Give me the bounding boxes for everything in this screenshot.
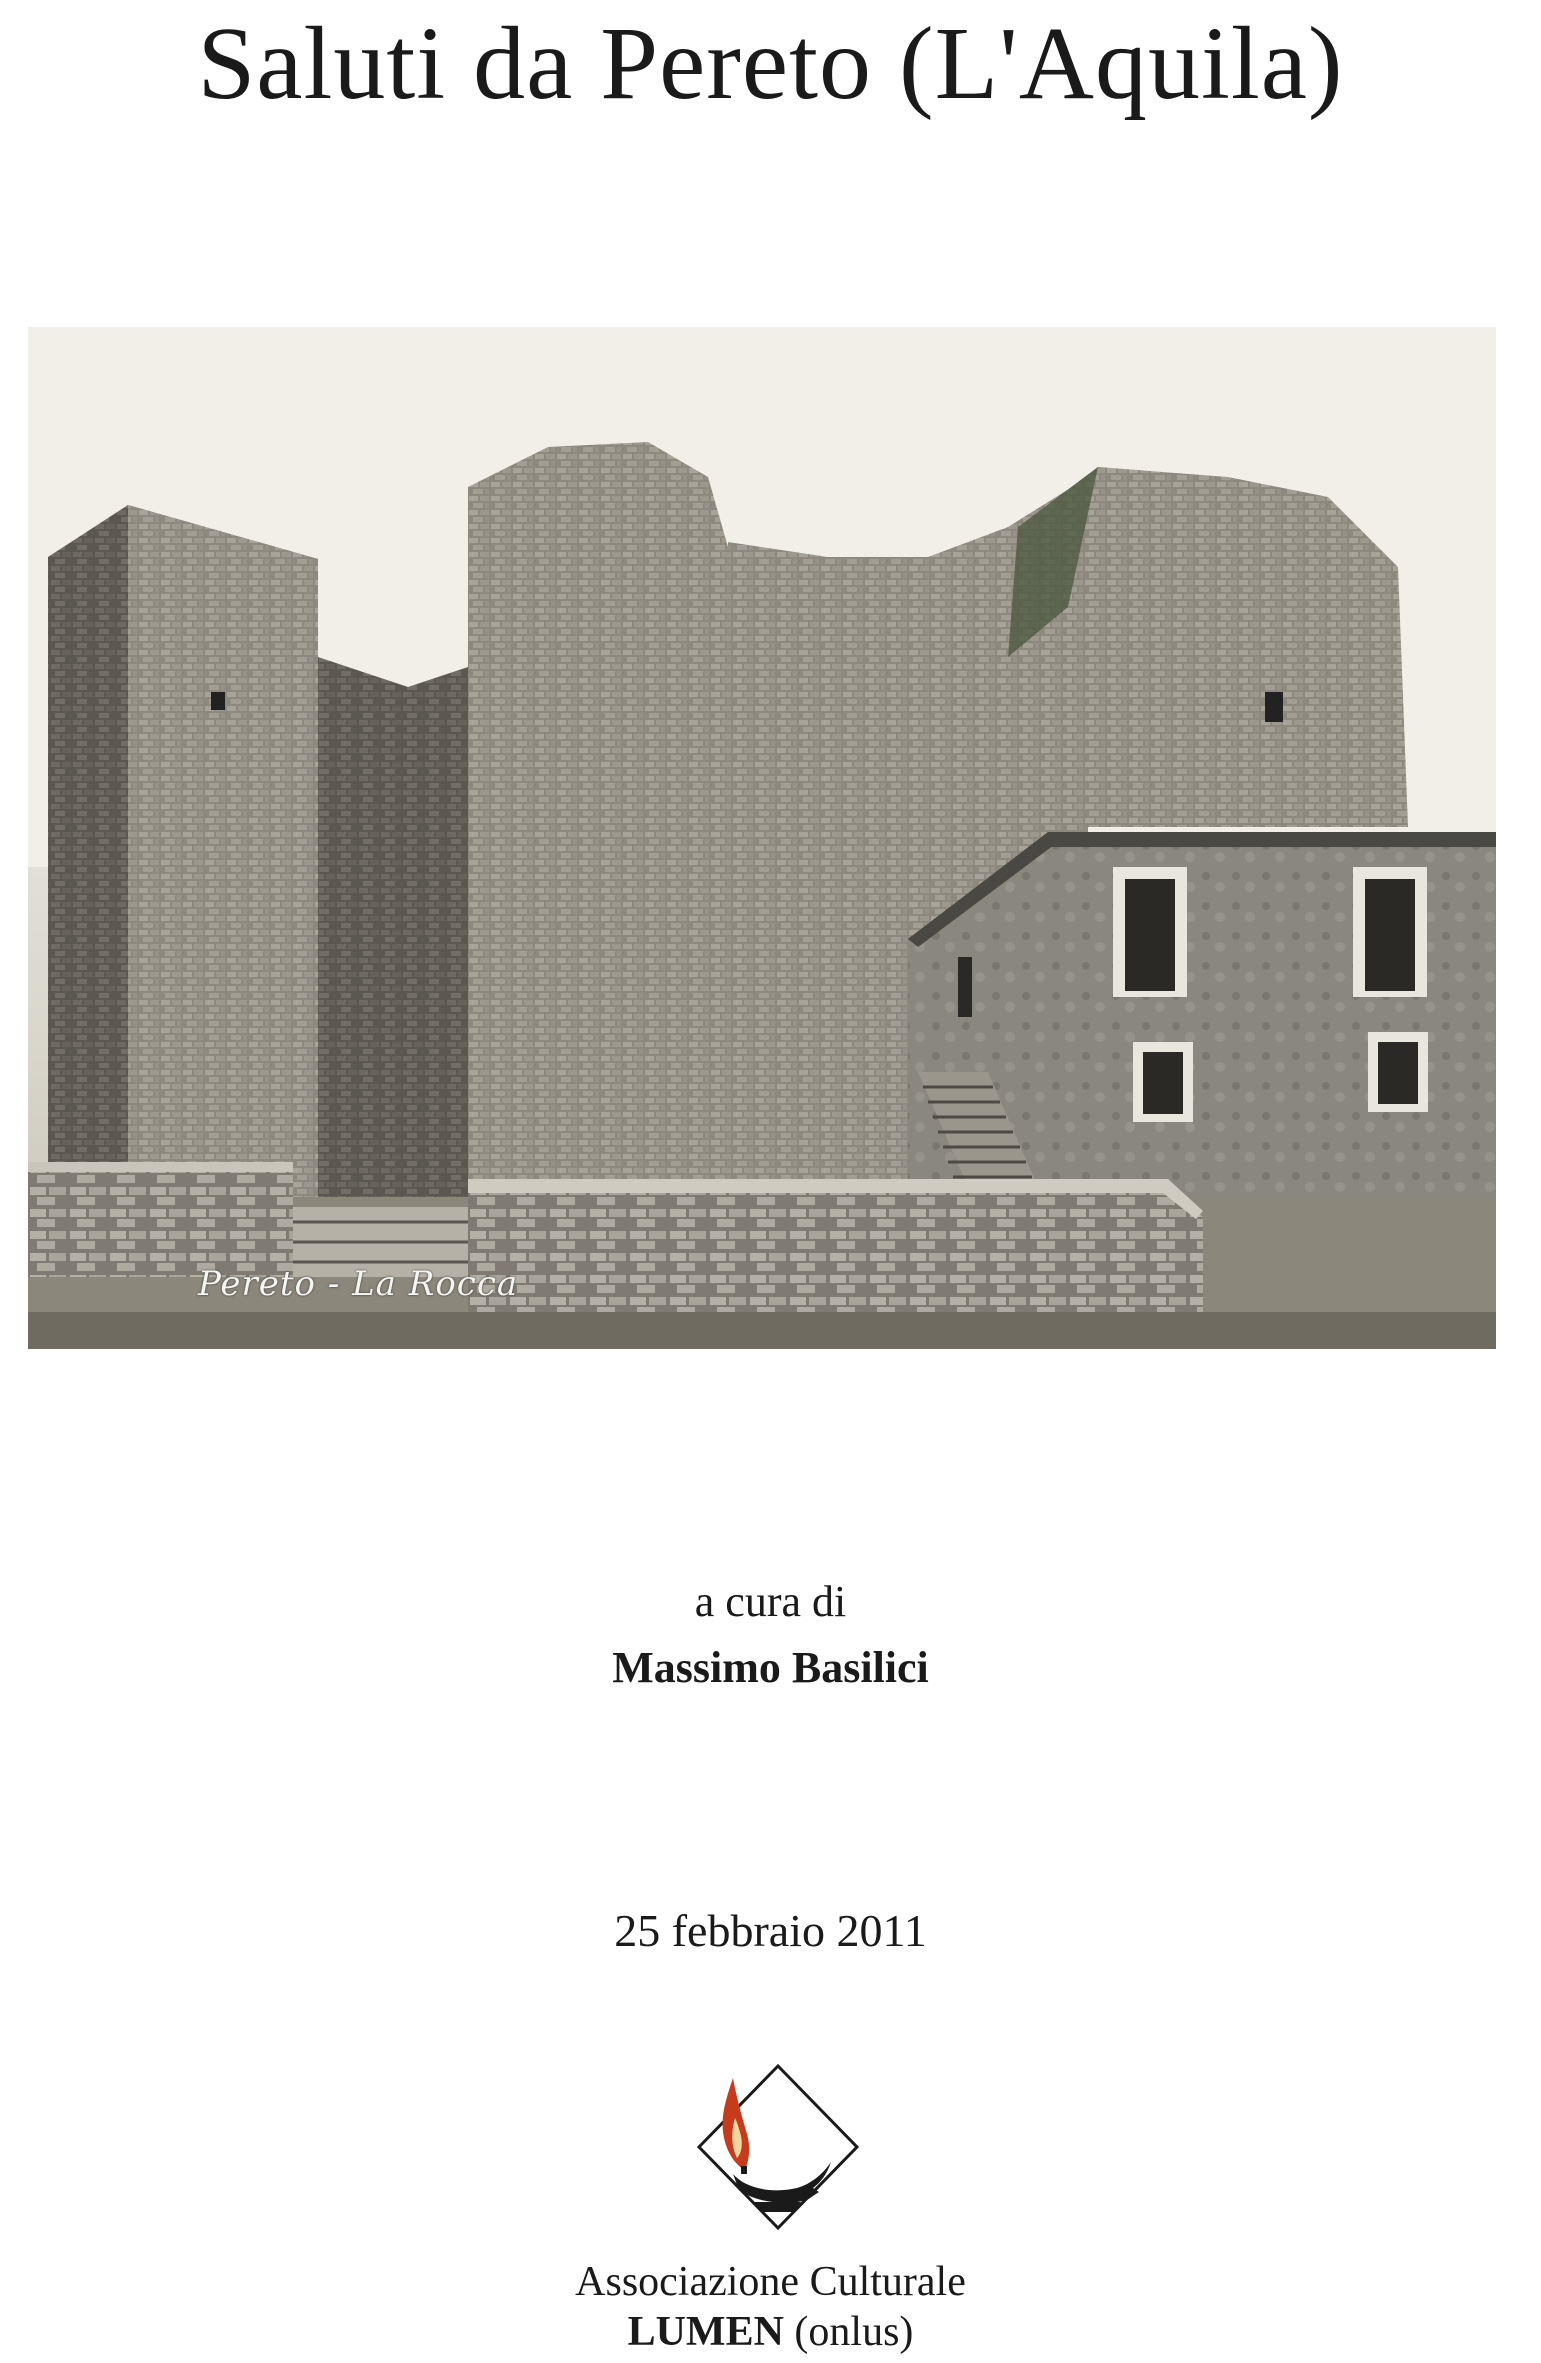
organization-name (0, 2306, 1541, 2358)
curator-label: a cura di (694, 1577, 847, 1626)
castle-photo (28, 327, 1496, 1349)
oil-lamp-flame-logo-icon (693, 2062, 863, 2232)
organization-type: Associazione Culturale (575, 2259, 966, 2305)
publication-date: 25 febbraio 2011 (614, 1905, 927, 1956)
organization-name-suffix: (onlus) (783, 2309, 914, 2355)
curator-name: Massimo Basilici (612, 1643, 929, 1692)
photo-caption: Pereto - La Rocca (198, 1264, 519, 1304)
organization-name-strong: LUMEN (627, 2309, 784, 2355)
page-title: Saluti da Pereto (L'Aquila) (197, 6, 1344, 121)
castle-illustration (28, 327, 1496, 1349)
